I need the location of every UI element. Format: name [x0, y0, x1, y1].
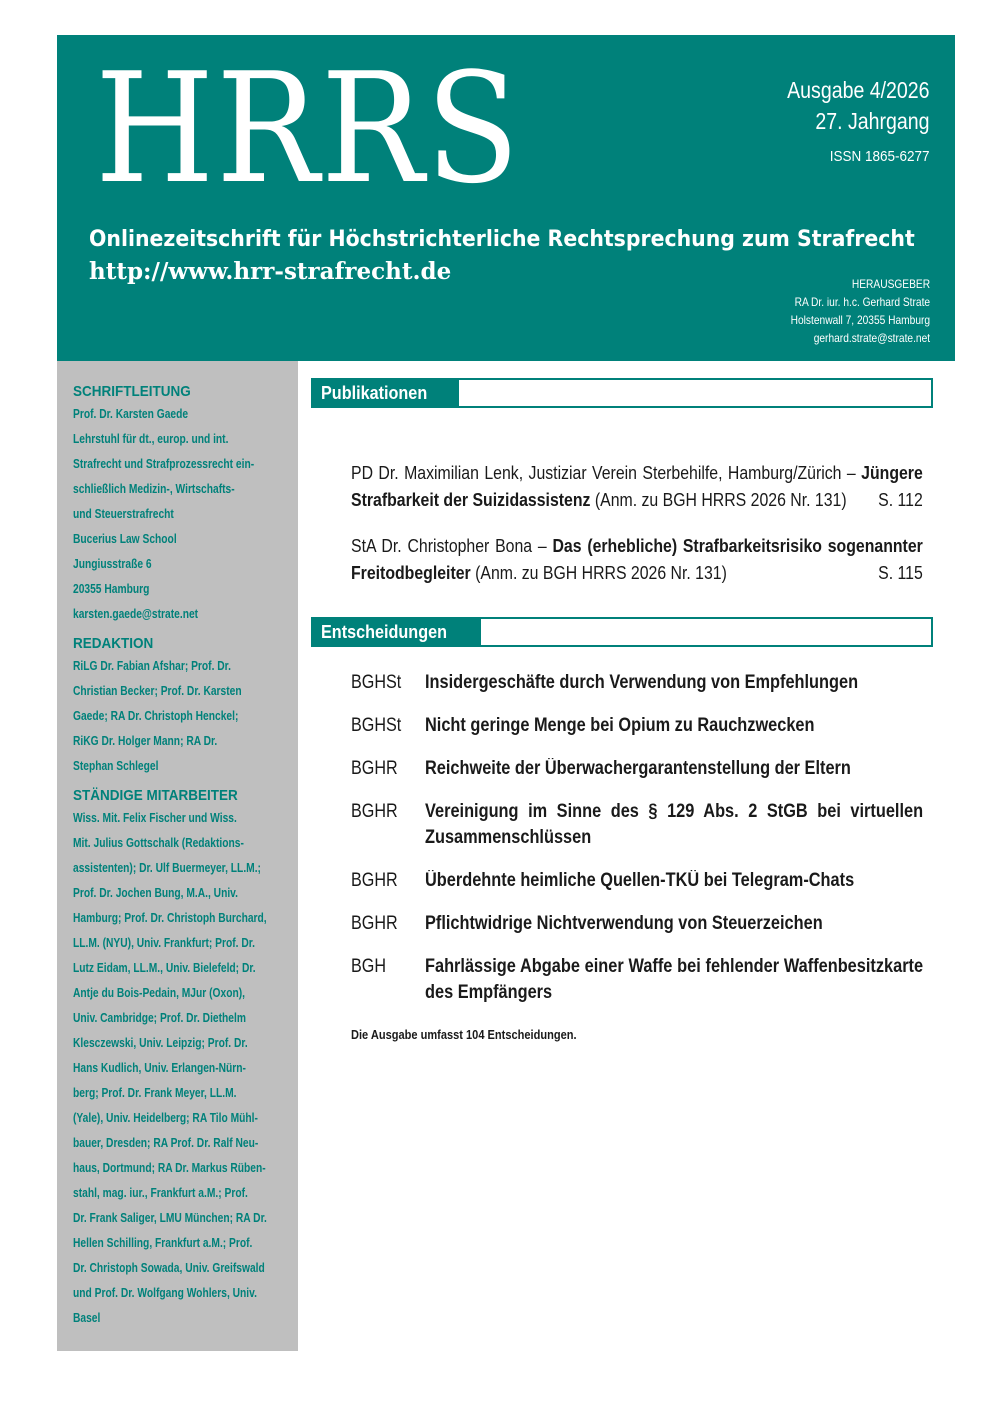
journal-logo: HRRS	[95, 40, 522, 217]
redaktion-line: Stephan Schlegel	[73, 759, 159, 773]
decision-court: BGHR	[351, 801, 398, 822]
schriftleitung-line: Strafrecht und Strafprozessrecht ein-	[73, 457, 255, 471]
journal-subtitle: Onlinezeitschrift für Höchstrichterliche Rechtsprechung zum Strafrecht	[89, 227, 915, 252]
publication-note: (Anm. zu BGH HRRS 2026 Nr. 131)	[594, 490, 847, 510]
publikationen-header	[311, 378, 933, 408]
publication-author: PD Dr. Maximilian Lenk, Justiziar Verein Sterbehilfe, Hamburg/Zürich –	[351, 463, 856, 483]
decision-title: Nicht geringe Menge bei Opium zu Rauchzwecken	[425, 715, 815, 736]
main-content	[311, 378, 933, 1042]
mitarbeiter-line: Wiss. Mit. Felix Fischer und Wiss.	[73, 811, 237, 825]
mitarbeiter-line: Dr. Christoph Sowada, Univ. Greifswald	[73, 1261, 265, 1275]
decision-item[interactable]	[351, 756, 923, 782]
mitarbeiter-line: Hellen Schilling, Frankfurt a.M.; Prof.	[73, 1236, 253, 1250]
redaktion-section	[73, 633, 286, 779]
schriftleitung-line: Bucerius Law School	[73, 532, 177, 546]
publication-page: S. 112	[878, 490, 923, 510]
issn: ISSN 1865-6277	[830, 148, 930, 165]
publikationen-tab: Publikationen	[313, 380, 459, 406]
publisher-block	[791, 275, 930, 347]
editorial-sidebar	[57, 361, 298, 1351]
publisher-address: Holstenwall 7, 20355 Hamburg	[790, 313, 930, 327]
mitarbeiter-line: und Prof. Dr. Wolfgang Wohlers, Univ.	[73, 1286, 257, 1300]
mitarbeiter-line: Hans Kudlich, Univ. Erlangen-Nürn-	[73, 1061, 246, 1075]
decision-title: Vereinigung im Sinne des § 129 Abs. 2 StGB bei virtuellen Zusammenschlüssen	[425, 801, 924, 848]
decision-item[interactable]	[351, 670, 923, 696]
publisher-label: HERAUSGEBER	[851, 277, 930, 291]
mitarbeiter-line: assistenten); Dr. Ulf Buermeyer, LL.M.;	[73, 861, 261, 875]
schriftleitung-line: 20355 Hamburg	[73, 582, 150, 596]
decision-court: BGHSt	[351, 672, 402, 693]
issue-number: Ausgabe 4/2026	[787, 77, 930, 103]
decision-court: BGHSt	[351, 715, 402, 736]
decision-item[interactable]	[351, 713, 923, 739]
decision-court: BGHR	[351, 913, 398, 934]
entscheidungen-header	[311, 617, 933, 647]
issue-info	[762, 75, 930, 167]
decision-item[interactable]	[351, 868, 923, 894]
mitarbeiter-line: Hamburg; Prof. Dr. Christoph Burchard,	[73, 911, 267, 925]
redaktion-line: RiKG Dr. Holger Mann; RA Dr.	[73, 734, 218, 748]
mitarbeiter-line: Klesczewski, Univ. Leipzig; Prof. Dr.	[73, 1036, 248, 1050]
mitarbeiter-line: Basel	[73, 1311, 101, 1325]
redaktion-line: Christian Becker; Prof. Dr. Karsten	[73, 684, 242, 698]
mitarbeiter-heading: STÄNDIGE MITARBEITER	[73, 787, 238, 804]
mitarbeiter-line: Dr. Frank Saliger, LMU München; RA Dr.	[73, 1211, 267, 1225]
publication-page: S. 115	[878, 563, 923, 583]
schriftleitung-line: und Steuerstrafrecht	[73, 507, 174, 521]
decision-title: Reichweite der Überwachergarantenstellung der Eltern	[425, 758, 851, 779]
decision-item[interactable]	[351, 911, 923, 937]
decision-item[interactable]	[351, 799, 923, 851]
decision-title: Pflichtwidrige Nichtverwendung von Steuerzeichen	[425, 913, 823, 934]
schriftleitung-line: karsten.gaede@strate.net	[73, 607, 199, 621]
publisher-email[interactable]: gerhard.strate@strate.net	[813, 331, 930, 345]
decision-court: BGHR	[351, 870, 398, 891]
entscheidungen-tab: Entscheidungen	[313, 619, 481, 645]
publication-item[interactable]	[351, 533, 923, 587]
schriftleitung-line: Lehrstuhl für dt., europ. und int.	[73, 432, 229, 446]
mitarbeiter-line: bauer, Dresden; RA Prof. Dr. Ralf Neu-	[73, 1136, 259, 1150]
mitarbeiter-line: Mit. Julius Gottschalk (Redaktions-	[73, 836, 244, 850]
redaktion-line: RiLG Dr. Fabian Afshar; Prof. Dr.	[73, 659, 231, 673]
mitarbeiter-line: (Yale), Univ. Heidelberg; RA Tilo Mühl-	[73, 1111, 258, 1125]
decision-court: BGH	[351, 956, 387, 977]
mitarbeiter-line: Univ. Cambridge; Prof. Dr. Diethelm	[73, 1011, 246, 1025]
decision-title: Insidergeschäfte durch Verwendung von Empfehlungen	[425, 672, 859, 693]
mitarbeiter-line: haus, Dortmund; RA Dr. Markus Rüben-	[73, 1161, 266, 1175]
schriftleitung-line: schließlich Medizin-, Wirtschafts-	[73, 482, 235, 496]
journal-url[interactable]: http://www.hrr-strafrecht.de	[89, 258, 452, 285]
decision-court: BGHR	[351, 758, 398, 779]
redaktion-line: Gaede; RA Dr. Christoph Henckel;	[73, 709, 239, 723]
volume: 27. Jahrgang	[815, 108, 930, 134]
schriftleitung-section	[73, 381, 286, 627]
decision-title: Überdehnte heimliche Quellen-TKÜ bei Telegram-Chats	[425, 870, 855, 891]
mitarbeiter-section	[73, 785, 286, 1331]
decision-title: Fahrlässige Abgabe einer Waffe bei fehlender Waffenbesitzkarte des Empfängers	[425, 956, 924, 1003]
publication-title: Das (erhebliche) Strafbarkeitsrisiko sogenannter Freitodbegleiter	[351, 536, 923, 583]
publisher-name: RA Dr. iur. h.c. Gerhard Strate	[794, 295, 930, 309]
mitarbeiter-line: Lutz Eidam, LL.M., Univ. Bielefeld; Dr.	[73, 961, 256, 975]
schriftleitung-line: Prof. Dr. Karsten Gaede	[73, 407, 189, 421]
mitarbeiter-line: stahl, mag. iur., Frankfurt a.M.; Prof.	[73, 1186, 248, 1200]
mitarbeiter-line: Prof. Dr. Jochen Bung, M.A., Univ.	[73, 886, 238, 900]
publication-note: (Anm. zu BGH HRRS 2026 Nr. 131)	[475, 563, 727, 583]
mitarbeiter-line: LL.M. (NYU), Univ. Frankfurt; Prof. Dr.	[73, 936, 256, 950]
redaktion-heading: REDAKTION	[73, 635, 154, 652]
decision-item[interactable]	[351, 954, 923, 1006]
mitarbeiter-line: Antje du Bois-Pedain, MJur (Oxon),	[73, 986, 245, 1000]
schriftleitung-heading: SCHRIFTLEITUNG	[73, 383, 191, 400]
publication-item[interactable]	[351, 460, 923, 514]
schriftleitung-line: Jungiusstraße 6	[73, 557, 152, 571]
issue-footnote: Die Ausgabe umfasst 104 Entscheidungen.	[351, 1027, 577, 1042]
publication-author: StA Dr. Christopher Bona –	[351, 536, 547, 556]
masthead	[57, 35, 955, 361]
publication-title: Jüngere Strafbarkeit der Suizidassistenz	[351, 463, 923, 510]
mitarbeiter-line: berg; Prof. Dr. Frank Meyer, LL.M.	[73, 1086, 237, 1100]
